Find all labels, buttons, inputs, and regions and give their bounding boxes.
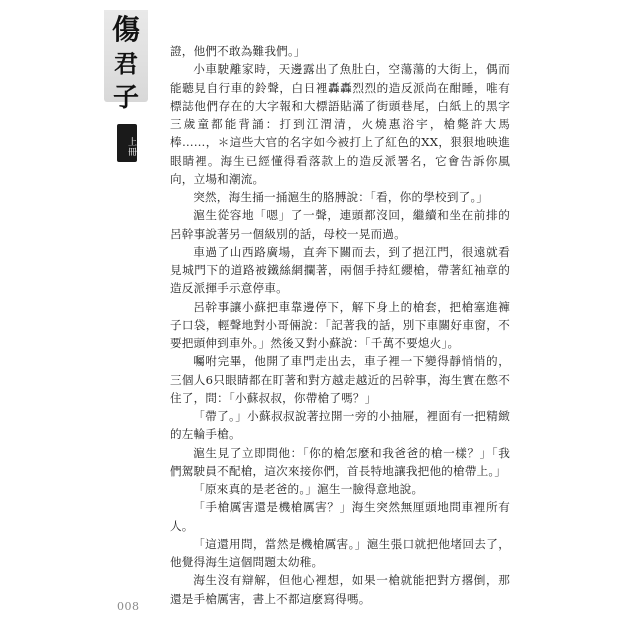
page-number: 008 [117,600,140,613]
paragraph: 「帶了。」小蘇叔叔說著拉開一旁的小抽屜，裡面有一把精緻的左輪手槍。 [170,409,510,442]
body-text [170,42,510,608]
paragraph: 滬生見了立即問他：「你的槍怎麼和我爸爸的槍一樣？」「我們駕駛員不配槍，這次來接你們，首長特地讓我把他的槍帶上。」 [170,445,510,478]
book-title-char-2: 君 [114,49,138,78]
paragraph: 呂幹事讓小蘇把車靠邊停下，解下身上的槍套，把槍塞進褲子口袋，輕聲地對小哥倆說：「記著我的話，別下車關好車窗，不要把頭伸到車外。」然後又對小蘇說：「千萬不要熄火」。 [170,299,510,350]
paragraph: 「這還用問，當然是機槍厲害。」滬生張口就把他堵回去了，他覺得海生這個問題太幼稚。 [170,536,510,569]
paragraph: 小車駛離家時，天邊露出了魚肚白，空蕩蕩的大街上，偶而能聽見自行車的鈴聲，白日裡轟轟烈烈的造反派尚在酣睡，唯有標誌他們存在的大字報和大標語貼滿了街頭巷尾，白紙上的黑字三歲童都能背誦：打到江渭清，火燒惠浴宇，槍斃許大馬棒……，＊這些大官的名字如今被打上了紅色的XX，狠狠地映進眼睛裡。海生已經懂得看落款上的造反派署名，它會告訴你風向，立場和潮流。 [170,62,510,186]
paragraph: 海生沒有辯解，但他心裡想，如果一槍就能把對方撂倒，那還是手槍厲害，書上不都這麼寫得嗎。 [170,573,510,606]
paragraph: 囑咐完畢，他開了車門走出去，車子裡一下變得靜悄悄的，三個人6只眼睛都在盯著和對方越走越近的呂幹事，海生實在憋不住了，問：「小蘇叔叔，你帶槍了嗎？」 [170,354,510,405]
paragraph: 「原來真的是老爸的。」滬生一臉得意地說。 [193,482,424,496]
book-title-char-3: 子 [112,83,139,113]
paragraph: 車過了山西路廣場，直奔下關而去，到了挹江門，很遠就看見城門下的道路被鐵絲網攔著，兩個手持紅纓槍，帶著紅袖章的造反派揮手示意停車。 [170,244,510,296]
paragraph: 滬生從容地「嗯」了一聲，連頭都沒回，繼續和坐在前排的呂幹事說著另一個級別的話，母校一晃而過。 [170,208,510,241]
volume-label: 上冊 [126,136,136,157]
paragraph: 證，他們不敢為難我們。」 [170,44,306,58]
book-title-char-1: 傷 [111,13,140,46]
paragraph: 「手槍厲害還是機槍厲害？」海生突然無厘頭地問車裡所有人。 [170,500,510,533]
volume-badge [117,124,137,162]
paragraph: 突然，海生捅一捅滬生的胳膊說：「看，你的學校到了。」 [193,190,489,204]
